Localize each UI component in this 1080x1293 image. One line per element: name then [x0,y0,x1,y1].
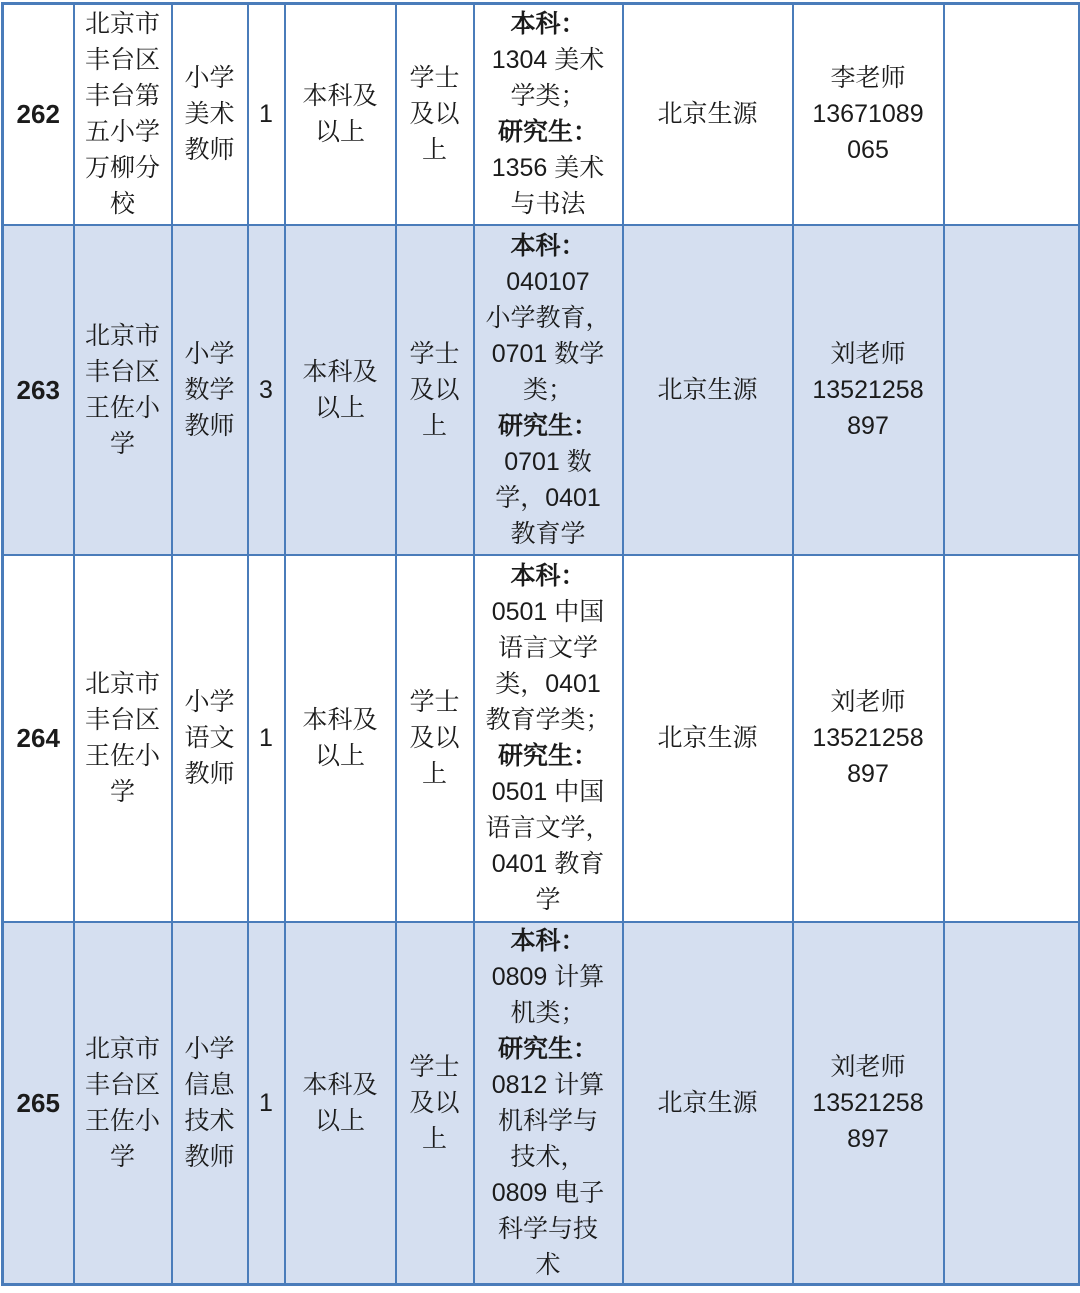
cell-row-id: 264 [3,555,74,922]
table-row [3,225,1080,555]
cell-school: 北京市 丰台区 王佐小 学 [74,555,172,922]
cell-count: 1 [248,555,285,922]
cell-degree: 学士 及以 上 [396,225,474,555]
cell-count: 3 [248,225,285,555]
cell-source: 北京生源 [623,555,793,922]
cell-position: 小学 数学 教师 [172,225,248,555]
cell-major: 本科： 1304 美术 学类； 研究生： 1356 美术 与书法 [474,4,623,225]
cell-position: 小学 语文 教师 [172,555,248,922]
cell-contact: 刘老师 13521258 897 [793,922,944,1285]
table-row [3,4,1080,225]
cell-degree: 学士 及以 上 [396,555,474,922]
cell-contact: 李老师 13671089 065 [793,4,944,225]
cell-major: 本科： 040107 小学教育， 0701 数学 类； 研究生： 0701 数 学，0401 教育学 [474,225,623,555]
cell-count: 1 [248,4,285,225]
cell-degree: 学士 及以 上 [396,922,474,1285]
cell-education: 本科及 以上 [285,225,396,555]
recruitment-table [1,2,1080,1286]
cell-school: 北京市 丰台区 王佐小 学 [74,922,172,1285]
cell-school: 北京市 丰台区 王佐小 学 [74,225,172,555]
cell-education: 本科及 以上 [285,922,396,1285]
cell-position: 小学 信息 技术 教师 [172,922,248,1285]
cell-note [944,555,1080,922]
table-row [3,922,1080,1285]
cell-source: 北京生源 [623,225,793,555]
cell-major: 本科： 0809 计算 机类； 研究生： 0812 计算 机科学与 技术， 0809 电子 科学与技 术 [474,922,623,1285]
cell-row-id: 263 [3,225,74,555]
cell-note [944,922,1080,1285]
table-row [3,555,1080,922]
cell-source: 北京生源 [623,4,793,225]
cell-contact: 刘老师 13521258 897 [793,225,944,555]
cell-position: 小学 美术 教师 [172,4,248,225]
cell-major: 本科： 0501 中国 语言文学 类，0401 教育学类； 研究生： 0501 中国 语言文学， 0401 教育 学 [474,555,623,922]
cell-count: 1 [248,922,285,1285]
cell-note [944,225,1080,555]
cell-note [944,4,1080,225]
cell-contact: 刘老师 13521258 897 [793,555,944,922]
cell-row-id: 262 [3,4,74,225]
cell-row-id: 265 [3,922,74,1285]
cell-degree: 学士 及以 上 [396,4,474,225]
cell-education: 本科及 以上 [285,555,396,922]
cell-source: 北京生源 [623,922,793,1285]
cell-school: 北京市 丰台区 丰台第 五小学 万柳分 校 [74,4,172,225]
cell-education: 本科及 以上 [285,4,396,225]
